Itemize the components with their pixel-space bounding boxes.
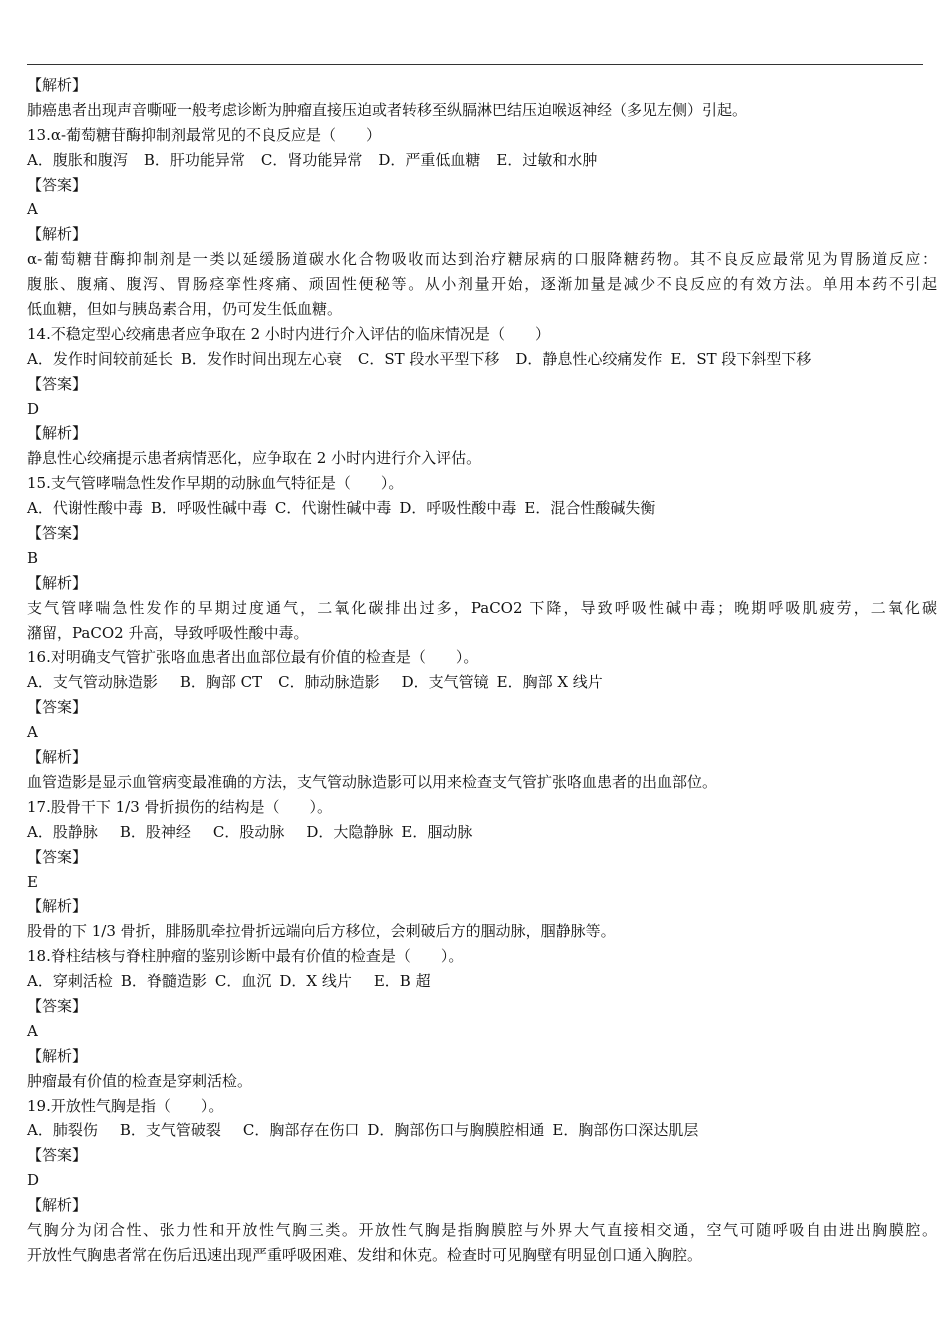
option-a: A．腹胀和腹泻 bbox=[27, 150, 128, 169]
answer-13: A bbox=[27, 200, 38, 219]
analysis-label: 【解析】 bbox=[27, 1046, 88, 1065]
option-a: A．支气管动脉造影 bbox=[27, 673, 158, 692]
analysis-label: 【解析】 bbox=[27, 225, 88, 244]
option-b: B．呼吸性碱中毒 bbox=[150, 499, 267, 518]
question-13: 13.α-葡萄糖苷酶抑制剂最常见的不良反应是（ ） bbox=[27, 125, 382, 144]
analysis-label: 【解析】 bbox=[27, 1196, 88, 1215]
answer-label: 【答案】 bbox=[27, 524, 88, 543]
options-16 bbox=[27, 670, 937, 695]
analysis-label: 【解析】 bbox=[27, 573, 88, 592]
option-d: D．呼吸性酸中毒 bbox=[399, 499, 517, 518]
option-c: C．肺动脉造影 bbox=[278, 673, 380, 692]
answer-19: D bbox=[27, 1171, 40, 1190]
option-e: E．胸部伤口深达肌层 bbox=[552, 1121, 699, 1140]
answer-label: 【答案】 bbox=[27, 996, 88, 1015]
option-a: A．穿刺活检 bbox=[27, 972, 113, 991]
question-17: 17.股骨干下 1/3 骨折损伤的结构是（ ）。 bbox=[27, 797, 333, 816]
option-e: E．混合性酸碱失衡 bbox=[524, 499, 656, 518]
analysis-15-line-1: 支气管哮喘急性发作的早期过度通气，二氧化碳排出过多，PaCO2 下降，导致呼吸性碱中毒；晚期呼吸肌疲劳，二氧化碳 bbox=[27, 598, 937, 617]
header-rule bbox=[27, 64, 923, 65]
analysis-19-line-2: 开放性气胸患者常在伤后迅速出现严重呼吸困难、发绀和休克。检查时可见胸壁有明显创口通入胸腔。 bbox=[27, 1245, 703, 1264]
option-e: E．过敏和水肿 bbox=[496, 150, 598, 169]
option-d: D．大隐静脉 bbox=[306, 822, 394, 841]
option-b: B．支气管破裂 bbox=[119, 1121, 221, 1140]
option-b: B．胸部 CT bbox=[179, 673, 263, 692]
question-18: 18.脊柱结核与脊柱肿瘤的鉴别诊断中最有价值的检查是（ ）。 bbox=[27, 947, 464, 966]
answer-17: E bbox=[27, 872, 38, 891]
option-b: B．脊髓造影 bbox=[120, 972, 207, 991]
option-d: D．支气管镜 bbox=[401, 673, 489, 692]
answer-label: 【答案】 bbox=[27, 1146, 88, 1165]
analysis-13-line-3: 低血糖，但如与胰岛素合用，仍可发生低血糖。 bbox=[27, 300, 343, 319]
document-body bbox=[27, 73, 937, 1268]
option-c: C．ST 段水平型下移 bbox=[357, 349, 500, 368]
option-e: E．ST 段下斜型下移 bbox=[670, 349, 812, 368]
question-19: 19.开放性气胸是指（ ）。 bbox=[27, 1096, 224, 1115]
options-19 bbox=[27, 1118, 937, 1143]
option-c: C．代谢性碱中毒 bbox=[274, 499, 392, 518]
answer-label: 【答案】 bbox=[27, 847, 88, 866]
answer-label: 【答案】 bbox=[27, 374, 88, 393]
analysis-17-line-1: 股骨的下 1/3 骨折，腓肠肌牵拉骨折远端向后方移位，会刺破后方的腘动脉，腘静脉等。 bbox=[27, 922, 616, 941]
option-c: C．股动脉 bbox=[212, 822, 285, 841]
analysis-label: 【解析】 bbox=[27, 424, 88, 443]
analysis-19-line-1: 气胸分为闭合性、张力性和开放性气胸三类。开放性气胸是指胸膜腔与外界大气直接相交通，空气可随呼吸自由进出胸膜腔。 bbox=[27, 1220, 937, 1239]
option-b: B．发作时间出现左心衰 bbox=[180, 349, 342, 368]
analysis-16-line-1: 血管造影是显示血管病变最准确的方法，支气管动脉造影可以用来检查支气管扩张咯血患者的出血部位。 bbox=[27, 772, 718, 791]
option-e: E．腘动脉 bbox=[401, 822, 473, 841]
option-d: D．静息性心绞痛发作 bbox=[515, 349, 663, 368]
option-a: A．代谢性酸中毒 bbox=[27, 499, 143, 518]
analysis-label: 【解析】 bbox=[27, 748, 88, 767]
analysis-text: 肺癌患者出现声音嘶哑一般考虑诊断为肿瘤直接压迫或者转移至纵膈淋巴结压迫喉返神经（多见左侧）引起。 bbox=[27, 100, 748, 119]
analysis-14-line-1: 静息性心绞痛提示患者病情恶化，应争取在 2 小时内进行介入评估。 bbox=[27, 449, 482, 468]
option-a: A．肺裂伤 bbox=[27, 1121, 98, 1140]
option-b: B．肝功能异常 bbox=[143, 150, 245, 169]
analysis-13-line-2: 腹胀、腹痛、腹泻、胃肠痉挛性疼痛、顽固性便秘等。从小剂量开始，逐渐加量是减少不良反应的有效方法。单用本药不引起 bbox=[27, 275, 937, 294]
answer-label: 【答案】 bbox=[27, 698, 88, 717]
option-b: B．股神经 bbox=[119, 822, 191, 841]
answer-18: A bbox=[27, 1021, 38, 1040]
question-14: 14.不稳定型心绞痛患者应争取在 2 小时内进行介入评估的临床情况是（ ） bbox=[27, 324, 550, 343]
answer-label: 【答案】 bbox=[27, 175, 88, 194]
option-c: C．血沉 bbox=[214, 972, 272, 991]
option-a: A．发作时间较前延长 bbox=[27, 349, 173, 368]
option-e: E．B 超 bbox=[373, 972, 431, 991]
answer-14: D bbox=[27, 399, 40, 418]
options-17 bbox=[27, 820, 937, 845]
analysis-18-line-1: 肿瘤最有价值的检查是穿刺活检。 bbox=[27, 1071, 253, 1090]
option-c: C．胸部存在伤口 bbox=[242, 1121, 360, 1140]
option-d: D．胸部伤口与胸膜腔相通 bbox=[367, 1121, 545, 1140]
analysis-label: 【解析】 bbox=[27, 76, 88, 94]
question-15: 15.支气管哮喘急性发作早期的动脉血气特征是（ ）。 bbox=[27, 474, 404, 493]
analysis-13-line-1: α-葡萄糖苷酶抑制剂是一类以延缓肠道碳水化合物吸收而达到治疗糖尿病的口服降糖药物。其不良反应最常见为胃肠道反应： bbox=[27, 250, 937, 269]
option-e: E．胸部 X 线片 bbox=[496, 673, 603, 692]
analysis-15-line-2: 潴留，PaCO2 升高，导致呼吸性酸中毒。 bbox=[27, 623, 309, 642]
analysis-label: 【解析】 bbox=[27, 897, 88, 916]
option-c: C．肾功能异常 bbox=[260, 150, 363, 169]
option-d: D．X 线片 bbox=[279, 972, 352, 991]
answer-15: B bbox=[27, 548, 39, 567]
options-18 bbox=[27, 969, 937, 994]
options-13 bbox=[27, 148, 937, 173]
question-16: 16.对明确支气管扩张咯血患者出血部位最有价值的检查是（ ）。 bbox=[27, 648, 479, 667]
option-d: D．严重低血糖 bbox=[378, 150, 481, 169]
option-a: A．股静脉 bbox=[27, 822, 98, 841]
answer-16: A bbox=[27, 723, 38, 742]
options-14 bbox=[27, 347, 937, 372]
options-15 bbox=[27, 496, 937, 521]
